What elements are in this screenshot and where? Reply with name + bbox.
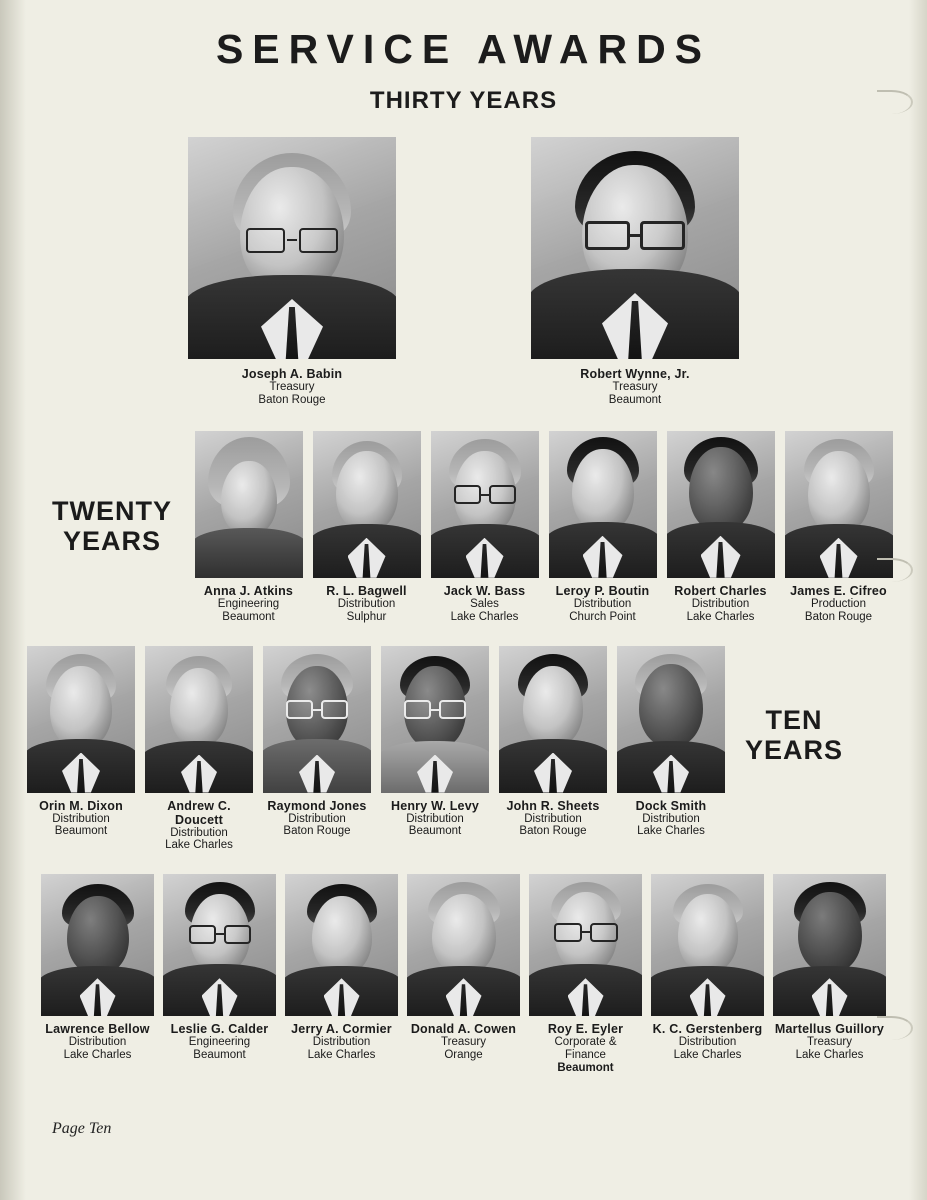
employee-department: Engineering xyxy=(217,597,280,610)
award-entry xyxy=(617,646,725,839)
award-entry xyxy=(667,431,775,624)
award-caption xyxy=(773,1022,886,1062)
employee-department: Distribution xyxy=(691,597,750,610)
award-entry xyxy=(195,431,303,624)
employee-location: Lake Charles xyxy=(795,1049,864,1062)
award-entry xyxy=(381,646,489,839)
employee-department: Distribution xyxy=(288,812,346,825)
award-caption xyxy=(651,1022,764,1062)
employee-location: Beaumont xyxy=(557,1062,614,1074)
employee-name: Joseph A. Babin xyxy=(241,367,343,381)
portrait-photo xyxy=(263,646,371,793)
portrait-photo xyxy=(27,646,135,793)
award-entry xyxy=(145,646,253,853)
employee-location: Beaumont xyxy=(408,825,462,838)
employee-department: Distribution xyxy=(337,597,396,610)
employee-name: John R. Sheets xyxy=(506,798,600,813)
award-entry xyxy=(263,646,371,839)
employee-department: Distribution xyxy=(678,1036,737,1049)
award-entry xyxy=(163,874,276,1062)
employee-location: Lake Charles xyxy=(450,610,519,623)
award-entry xyxy=(499,646,607,839)
employee-name: Lawrence Bellow xyxy=(45,1022,150,1037)
employee-department-line2: Finance xyxy=(565,1049,606,1062)
award-entry xyxy=(549,431,657,624)
portrait-photo xyxy=(531,137,739,359)
employee-department: Distribution xyxy=(642,812,700,825)
page-title: SERVICE AWARDS xyxy=(215,26,712,72)
award-caption xyxy=(499,799,607,839)
employee-name: Leroy P. Boutin xyxy=(555,583,650,598)
award-entry xyxy=(531,137,739,407)
employee-name: Robert Charles xyxy=(674,583,767,598)
employee-name: Orin M. Dixon xyxy=(39,798,123,813)
employee-location: Beaumont xyxy=(222,610,275,623)
employee-name: Leslie G. Calder xyxy=(170,1022,269,1037)
award-caption xyxy=(145,799,253,853)
award-caption xyxy=(407,1022,520,1062)
employee-department: Engineering xyxy=(188,1036,251,1049)
award-entry xyxy=(773,874,886,1062)
employee-location: Lake Charles xyxy=(165,839,233,852)
employee-location: Baton Rouge xyxy=(258,393,326,406)
employee-name: Donald A. Cowen xyxy=(410,1022,517,1037)
portrait-photo xyxy=(431,431,539,578)
portrait-photo xyxy=(163,874,276,1016)
employee-name: Dock Smith xyxy=(635,798,707,813)
employee-name: Andrew C. Doucett xyxy=(167,798,231,827)
award-entry xyxy=(27,646,135,839)
employee-location: Lake Charles xyxy=(686,610,755,623)
award-entry xyxy=(785,431,893,624)
award-entry xyxy=(41,874,154,1062)
portrait-photo xyxy=(667,431,775,578)
portrait-photo xyxy=(195,431,303,578)
award-entry xyxy=(285,874,398,1062)
employee-location: Beaumont xyxy=(193,1049,246,1062)
employee-name: Roy E. Eyler xyxy=(547,1022,624,1037)
award-caption xyxy=(529,1022,642,1075)
portrait-photo xyxy=(188,137,396,359)
employee-name: Robert Wynne, Jr. xyxy=(580,367,690,381)
employee-name: James E. Cifreo xyxy=(790,583,887,598)
employee-name: Raymond Jones xyxy=(267,798,367,813)
employee-location: Lake Charles xyxy=(63,1049,132,1062)
award-entry xyxy=(529,874,642,1075)
employee-department: Distribution xyxy=(573,597,632,610)
award-caption xyxy=(41,1022,154,1062)
employee-location: Beaumont xyxy=(54,825,108,838)
employee-location: Orange xyxy=(444,1049,483,1062)
employee-location: Baton Rouge xyxy=(283,825,351,838)
award-caption xyxy=(549,584,657,624)
employee-location: Baton Rouge xyxy=(804,610,873,623)
award-caption xyxy=(163,1022,276,1062)
employee-department: Treasury xyxy=(269,381,315,393)
thirty-years-row xyxy=(0,137,927,407)
award-entry xyxy=(313,431,421,624)
employee-department: Treasury xyxy=(612,381,658,393)
employee-department: Distribution xyxy=(406,812,464,825)
employee-department: Treasury xyxy=(807,1036,852,1049)
award-entry xyxy=(407,874,520,1062)
section-heading-twenty-line2: YEARS xyxy=(62,526,162,557)
section-heading-thirty-years: THIRTY YEARS xyxy=(369,87,558,114)
portrait-photo xyxy=(313,431,421,578)
employee-name: Anna J. Atkins xyxy=(203,583,294,598)
award-caption xyxy=(195,584,303,624)
award-caption xyxy=(785,584,893,624)
employee-location: Beaumont xyxy=(608,393,662,406)
award-caption xyxy=(431,584,539,624)
ten-years-row-2 xyxy=(0,874,927,1075)
portrait-photo xyxy=(381,646,489,793)
employee-department: Treasury xyxy=(441,1036,486,1049)
portrait-photo xyxy=(549,431,657,578)
award-caption xyxy=(667,584,775,624)
employee-department: Distribution xyxy=(312,1036,371,1049)
portrait-photo xyxy=(285,874,398,1016)
section-heading-ten-line1: TEN xyxy=(765,705,823,735)
award-entry xyxy=(651,874,764,1062)
employee-name: Martellus Guillory xyxy=(774,1022,885,1037)
employee-name: Jerry A. Cormier xyxy=(291,1022,392,1037)
section-heading-twenty-years xyxy=(42,496,182,556)
portrait-photo xyxy=(773,874,886,1016)
employee-department: Distribution xyxy=(170,826,228,839)
employee-name: K. C. Gerstenberg xyxy=(652,1022,763,1037)
employee-department: Sales xyxy=(470,597,499,610)
employee-department: Corporate & xyxy=(554,1036,617,1049)
award-caption xyxy=(381,799,489,839)
employee-location: Baton Rouge xyxy=(519,825,587,838)
portrait-photo xyxy=(499,646,607,793)
award-caption xyxy=(263,799,371,839)
employee-department: Distribution xyxy=(524,812,582,825)
award-caption xyxy=(617,799,725,839)
portrait-photo xyxy=(41,874,154,1016)
portrait-photo xyxy=(407,874,520,1016)
section-heading-ten-years xyxy=(719,705,869,765)
section-heading-twenty-line1: TWENTY xyxy=(52,496,172,526)
portrait-photo xyxy=(145,646,253,793)
employee-department: Distribution xyxy=(68,1036,127,1049)
employee-name: R. L. Bagwell xyxy=(326,583,407,598)
portrait-photo xyxy=(617,646,725,793)
portrait-photo xyxy=(785,431,893,578)
employee-department: Distribution xyxy=(52,812,110,825)
employee-name: Henry W. Levy xyxy=(390,798,480,813)
award-caption xyxy=(285,1022,398,1062)
portrait-photo xyxy=(651,874,764,1016)
section-heading-ten-line2: YEARS xyxy=(744,735,844,766)
award-caption xyxy=(27,799,135,839)
employee-location: Lake Charles xyxy=(307,1049,376,1062)
employee-name: Jack W. Bass xyxy=(443,583,526,598)
page-number: Page Ten xyxy=(52,1120,112,1137)
employee-department: Production xyxy=(811,597,866,610)
employee-location: Lake Charles xyxy=(637,825,705,838)
award-caption xyxy=(188,367,396,407)
award-entry xyxy=(188,137,396,407)
portrait-photo xyxy=(529,874,642,1016)
award-caption xyxy=(313,584,421,624)
employee-location: Church Point xyxy=(569,610,636,623)
award-caption xyxy=(531,367,739,407)
employee-location: Lake Charles xyxy=(673,1049,742,1062)
employee-location: Sulphur xyxy=(346,610,387,623)
award-entry xyxy=(431,431,539,624)
